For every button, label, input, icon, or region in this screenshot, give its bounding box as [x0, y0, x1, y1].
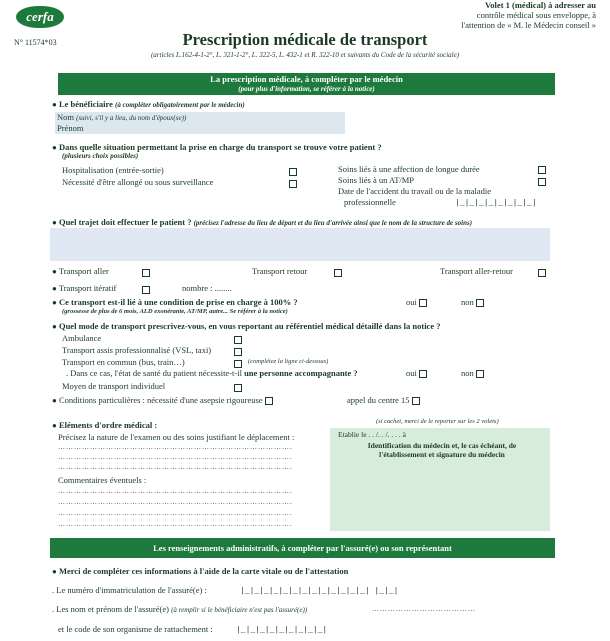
- nombre-field[interactable]: nombre : ........: [182, 283, 232, 293]
- mode-heading: ● Quel mode de transport prescrivez-vous, en vous reportant au référentiel médical détaillé dans la notice ?: [52, 321, 441, 331]
- cachet-note: (si cachet, merci de le reporter sur les 2 volets): [376, 418, 499, 425]
- option-individuel: Moyen de transport individuel: [62, 381, 166, 391]
- trajet-heading: ● Quel trajet doit effectuer le patient ? (précisez l'adresse du lieu de départ et du lieu d'arrivée ainsi que le nom de la structure de soins): [52, 217, 473, 227]
- identification-medecin: Identification du médecin et, le cas échéant, de l'établissement et signature du médecin: [367, 441, 517, 459]
- cerfa-logo: cerfa: [16, 6, 64, 28]
- section-banner-medecin: La prescription médicale, à compléter par le médecin (pour plus d'information, se référer à la notice): [58, 73, 555, 95]
- nom-prenom-assure-input[interactable]: …………………………………: [372, 605, 476, 613]
- precisez-line-2[interactable]: …………………………………………………………………………….: [58, 453, 293, 461]
- organisme-input[interactable]: |_|_|_|_|_|_|_|_|_|: [236, 626, 328, 635]
- checkbox-ald[interactable]: [538, 164, 546, 174]
- option-aller: ● Transport aller: [52, 266, 109, 276]
- checkbox-commun[interactable]: [234, 358, 242, 368]
- commentaires-line-3[interactable]: …………………………………………………………………………….: [58, 509, 293, 517]
- accompagnant-question: . Dans ce cas, l'état de santé du patient nécessite-t-il une personne accompagnante ?: [66, 368, 358, 378]
- elements-heading: ● Eléments d'ordre médical :: [52, 420, 158, 430]
- option-iteratif: ● Transport itératif: [52, 283, 117, 293]
- trajet-address-field[interactable]: [50, 228, 550, 261]
- checkbox-condition100-non[interactable]: [476, 299, 484, 307]
- accompagnant-oui: oui: [406, 368, 427, 378]
- date-accident-input[interactable]: |_|_|_|_|_|_|_|_|: [455, 199, 537, 208]
- option-vsl: Transport assis professionnalisé (VSL, taxi): [62, 345, 212, 355]
- section-banner-assure: Les renseignements administratifs, à compléter par l'assuré(e) ou son représentant: [50, 538, 555, 558]
- etabli-le: Etablie le . . /. . /. . . . à: [338, 430, 406, 439]
- checkbox-aller[interactable]: [142, 267, 150, 277]
- date-accident-label: Date de l'accident du travail ou de la maladie: [338, 186, 492, 196]
- option-ambulance: Ambulance: [62, 333, 102, 343]
- commentaires-line-1[interactable]: …………………………………………………………………………….: [58, 487, 293, 495]
- option-retour: Transport retour: [252, 266, 308, 276]
- prenom-field[interactable]: Prénom: [57, 123, 84, 133]
- admin-heading: ● Merci de compléter ces informations à l'aide de la carte vitale ou de l'attestation: [52, 566, 349, 576]
- checkbox-asepsie[interactable]: [265, 397, 273, 405]
- option-aller-retour: Transport aller-retour: [440, 266, 513, 276]
- conditions-particulieres: ● Conditions particulières : nécessité d'une asepsie rigoureuse: [52, 395, 273, 405]
- checkbox-vsl[interactable]: [234, 346, 242, 356]
- immatriculation-label: . Le numéro d'immatriculation de l'assuré(e) :: [52, 585, 207, 595]
- beneficiaire-heading: ● Le bénéficiaire (à compléter obligatoirement par le médecin): [52, 99, 245, 109]
- accompagnant-non: non: [461, 368, 484, 378]
- checkbox-condition100-oui[interactable]: [419, 299, 427, 307]
- commentaires-line-2[interactable]: …………………………………………………………………………….: [58, 498, 293, 506]
- commentaires-line-4[interactable]: …………………………………………………………………………….: [58, 520, 293, 528]
- checkbox-accompagnant-non[interactable]: [476, 370, 484, 378]
- option-commun: Transport en commun (bus, train…): [62, 357, 185, 367]
- page-title: Prescription médicale de transport: [182, 30, 428, 49]
- precisez-label: Précisez la nature de l'examen ou des soins justifiant le déplacement :: [58, 432, 295, 442]
- condition100-heading: ● Ce transport est-il lié à une condition de prise en charge à 100% ?: [52, 297, 298, 307]
- option-ald: Soins liés à une affection de longue durée: [338, 164, 480, 174]
- destination-note: Volet 1 (médical) à adresser au contrôle médical sous enveloppe, à l'attention de « M. le Médecin conseil »: [461, 0, 596, 30]
- organisme-label: et le code de son organisme de rattachement :: [58, 624, 213, 634]
- commun-note: (complétez la ligne ci-dessous): [248, 358, 329, 365]
- checkbox-at-mp[interactable]: [538, 176, 546, 186]
- checkbox-centre-15[interactable]: [412, 397, 420, 405]
- checkbox-allonge[interactable]: [289, 178, 297, 188]
- situation-note: (plusieurs choix possibles): [62, 152, 139, 160]
- checkbox-hospitalisation[interactable]: [289, 166, 297, 176]
- checkbox-accompagnant-oui[interactable]: [419, 370, 427, 378]
- option-at-mp: Soins liés à un AT/MP: [338, 175, 415, 185]
- precisez-line-1[interactable]: …………………………………………………………………………….: [58, 443, 293, 451]
- nom-field[interactable]: Nom (suivi, s'il y a lieu, du nom d'époux(se)): [57, 112, 187, 122]
- condition100-note: (grossesse de plus de 6 mois, ALD exonérante, AT/MP, autre... Se référer à la notice): [62, 308, 288, 315]
- legal-references: (articles L.162-4-1-2°, L. 321-1-2°, L. 322-5, L. 432-1 et R. 322-10 et suivants du Code de la sécurité sociale): [150, 51, 460, 59]
- condition100-oui: oui: [406, 297, 427, 307]
- precisez-line-3[interactable]: …………………………………………………………………………….: [58, 463, 293, 471]
- checkbox-individuel[interactable]: [234, 382, 242, 392]
- option-allonge: Nécessité d'être allongé ou sous surveillance: [62, 177, 214, 187]
- condition100-non: non: [461, 297, 484, 307]
- checkbox-aller-retour[interactable]: [538, 267, 546, 277]
- date-accident-label-2: professionnelle: [344, 197, 396, 207]
- immatriculation-input[interactable]: |_|_|_|_|_|_|_|_|_|_|_|_|_| |_|_|: [240, 587, 399, 596]
- checkbox-iteratif[interactable]: [142, 284, 150, 294]
- nom-prenom-assure-label: . Les nom et prénom de l'assuré(e) (à remplir si le bénéficiaire n'est pas l'assuré(e)): [52, 604, 308, 614]
- checkbox-retour[interactable]: [334, 267, 342, 277]
- situation-heading: ● Dans quelle situation permettant la prise en charge du transport se trouve votre patient ?: [52, 142, 382, 152]
- option-hospitalisation: Hospitalisation (entrée-sortie): [62, 165, 164, 175]
- commentaires-label: Commentaires éventuels :: [58, 475, 147, 485]
- checkbox-ambulance[interactable]: [234, 334, 242, 344]
- form-number: N° 11574*03: [14, 38, 57, 47]
- appel-centre-15: appel du centre 15: [347, 395, 420, 405]
